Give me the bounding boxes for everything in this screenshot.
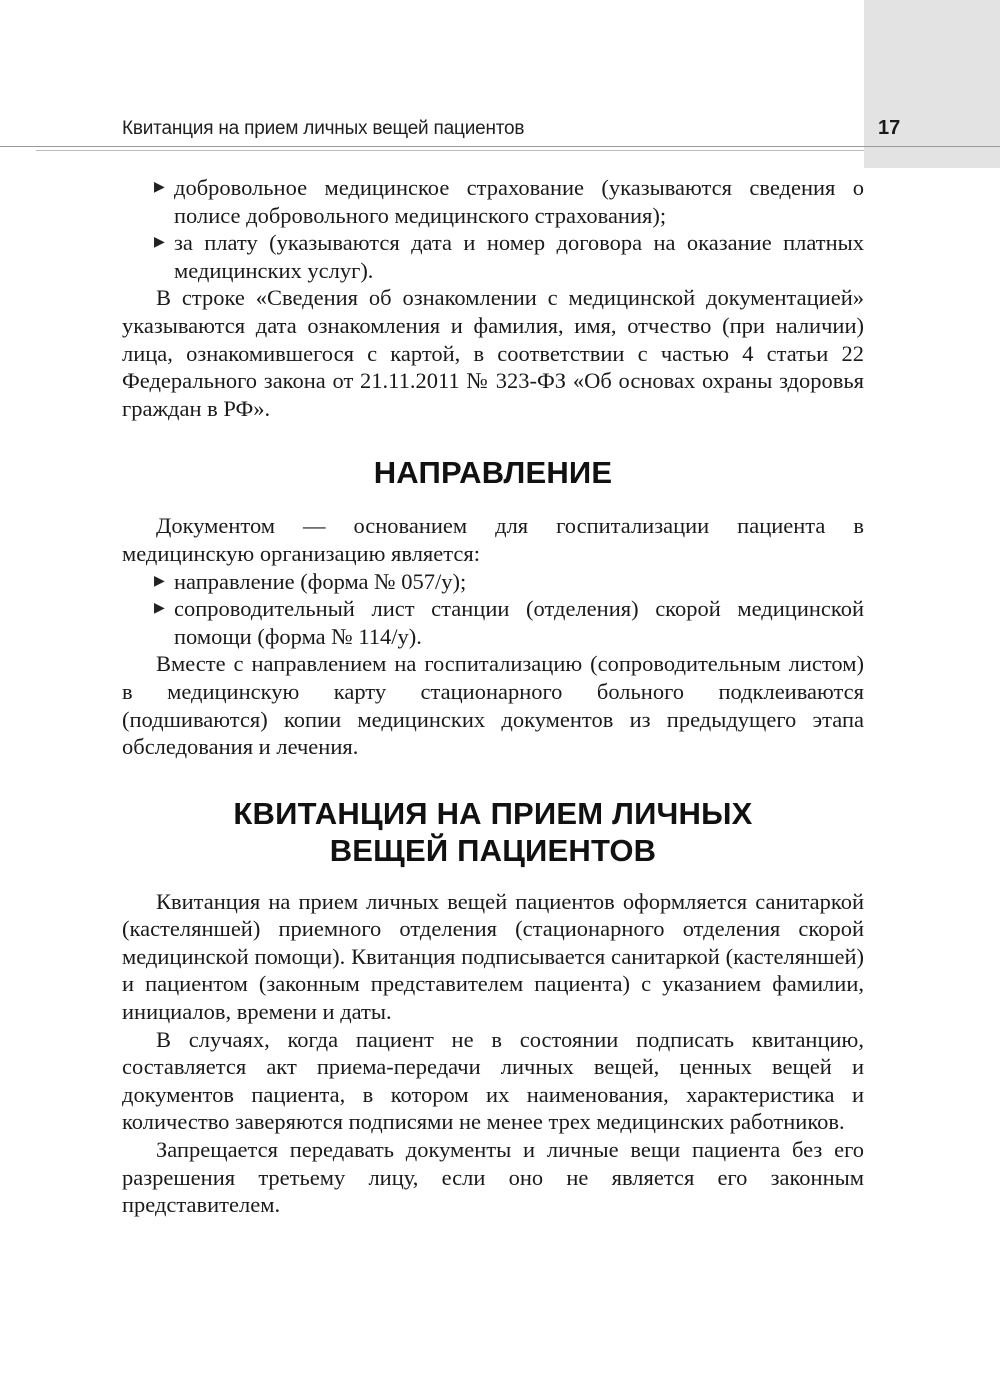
bullet-triangle-icon: ▶ <box>154 235 165 251</box>
header-divider <box>0 146 1000 147</box>
list-item-text: сопроводительный лист станции (отделения) скорой медицинской помощи (форма № 114/у). <box>174 596 864 649</box>
list-item-text: добровольное медицинское страхование (указываются сведения о полисе добровольного медицинского страхования); <box>174 175 864 228</box>
bullet-triangle-icon: ▶ <box>154 573 165 589</box>
page-body <box>122 174 864 1219</box>
paragraph-referral-basis: Документом — основанием для госпитализации пациента в медицинскую организацию является: <box>122 513 864 566</box>
section-heading-line: КВИТАНЦИЯ НА ПРИЕМ ЛИЧНЫХ <box>233 795 753 831</box>
paragraph-receipt-issuance: Квитанция на прием личных вещей пациентов оформляется санитаркой (кастеляншей) приемного отделения (стационарного отделения скорой медицинской помощи). Квитанция подписывается санитаркой (кастеляншей) и пациентом (законным представителем пациента) с указанием фамилии, инициалов, времени и даты. <box>122 888 864 1025</box>
bullet-triangle-icon: ▶ <box>154 601 165 617</box>
list-item <box>122 174 864 229</box>
paragraph-receipt-prohibition: Запрещается передавать документы и личные вещи пациента без его разрешения третьему лицу, если оно не является его законным представителем. <box>122 1137 864 1218</box>
list-item-text: направление (форма № 057/у); <box>174 568 467 594</box>
running-header-title: Квитанция на прием личных вещей пациентов <box>122 118 525 139</box>
page-corner-tab <box>864 0 1000 168</box>
paragraph-referral-attachments: Вместе с направлением на госпитализацию (сопроводительным листом) в медицинскую карту стационарного больного подклеиваются (подшиваются) копии медицинских документов из предыдущего этапа обследования и лечения. <box>122 651 864 760</box>
header-divider-inner <box>36 150 864 151</box>
paragraph-receipt-act: В случаях, когда пациент не в состоянии подписать квитанцию, составляется акт приема-передачи личных вещей, ценных вещей и документов пациента, в котором их наименования, характеристика и количество заверяются подписями не менее трех медицинских работников. <box>122 1026 864 1135</box>
section-heading-receipt <box>122 795 864 869</box>
list-item <box>122 229 864 284</box>
page-number: 17 <box>878 117 901 139</box>
bullet-triangle-icon: ▶ <box>154 180 165 195</box>
section-heading-line: ВЕЩЕЙ ПАЦИЕНТОВ <box>329 832 657 868</box>
list-item <box>122 568 864 596</box>
list-item-text: за плату (указываются дата и номер договора на оказание платных медицинских услуг). <box>174 230 864 283</box>
paragraph-familiarization: В строке «Сведения об ознакомлении с медицинской документацией» указываются дата ознакомления и фамилия, имя, отчество (при наличии) лица, ознакомившегося с картой, в соответствии с частью 4 статьи 22 Федерального закона от 21.11.2011 № 323-ФЗ «Об основах охраны здоровья граждан в РФ». <box>122 285 864 421</box>
list-item <box>122 595 864 650</box>
section-heading-referral: НАПРАВЛЕНИЕ <box>373 455 613 491</box>
